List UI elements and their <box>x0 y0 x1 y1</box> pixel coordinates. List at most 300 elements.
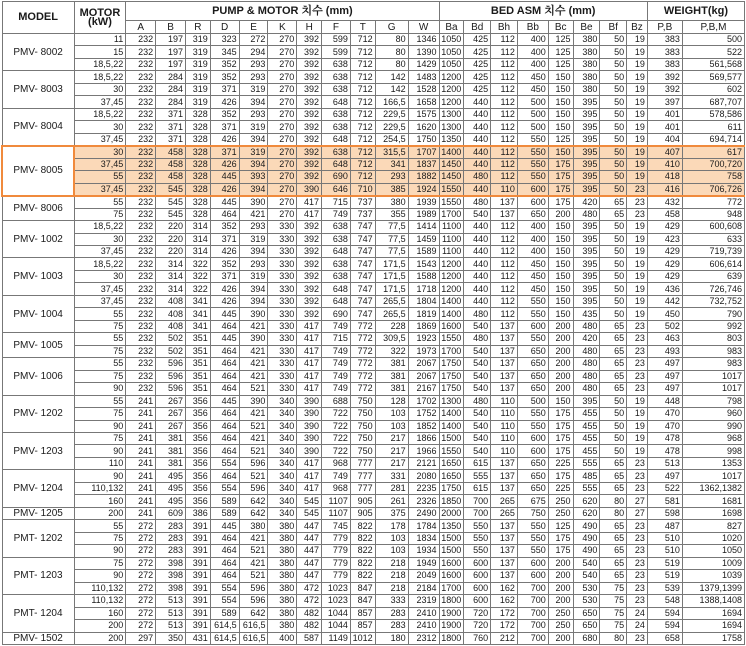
spec-cell: 798 <box>682 395 744 407</box>
spec-cell: 596 <box>156 370 186 382</box>
spec-cell: 421 <box>239 532 268 544</box>
spec-cell: 371 <box>156 121 186 133</box>
spec-cell: 747 <box>350 270 375 282</box>
motor-kw-cell: 30 <box>74 83 126 95</box>
spec-cell: 513 <box>156 607 186 619</box>
spec-cell: 596 <box>239 457 268 469</box>
spec-cell: 600 <box>517 196 548 208</box>
spec-cell: 232 <box>126 83 156 95</box>
spec-cell: 421 <box>239 408 268 420</box>
table-row <box>2 46 745 58</box>
spec-cell: 23 <box>627 383 648 395</box>
spec-cell: 356 <box>186 470 211 482</box>
spec-cell: 777 <box>350 457 375 469</box>
spec-cell: 502 <box>647 320 682 332</box>
spec-cell: 112 <box>491 108 518 120</box>
pump-col-header-e: E <box>239 21 268 34</box>
spec-cell: 464 <box>210 370 239 382</box>
spec-cell: 495 <box>156 470 186 482</box>
spec-cell: 380 <box>239 520 268 532</box>
spec-cell: 400 <box>517 221 548 233</box>
spec-cell: 960 <box>682 408 744 420</box>
spec-cell: 200 <box>548 632 573 645</box>
spec-cell: 19 <box>627 121 648 133</box>
spec-cell: 827 <box>682 520 744 532</box>
spec-cell: 521 <box>239 545 268 557</box>
spec-cell: 267 <box>156 420 186 432</box>
spec-cell: 23 <box>627 545 648 557</box>
motor-kw-cell: 55 <box>74 395 126 407</box>
spec-cell: 480 <box>573 370 600 382</box>
spec-cell: 983 <box>682 358 744 370</box>
spec-cell: 650 <box>517 358 548 370</box>
spec-cell: 822 <box>350 532 375 544</box>
spec-cell: 351 <box>186 383 211 395</box>
spec-cell: 272 <box>126 607 156 619</box>
spec-cell: 391 <box>186 595 211 607</box>
spec-cell: 112 <box>491 308 518 320</box>
spec-cell: 750 <box>350 395 375 407</box>
spec-cell: 272 <box>126 557 156 569</box>
pump-col-header-h: H <box>297 21 322 34</box>
model-cell: PMV- 1502 <box>2 632 74 645</box>
spec-cell: 421 <box>239 433 268 445</box>
spec-cell: 80 <box>375 46 408 58</box>
spec-cell: 706,726 <box>682 183 744 195</box>
spec-cell: 371 <box>156 133 186 145</box>
spec-cell: 270 <box>268 83 297 95</box>
table-row <box>2 158 745 170</box>
spec-cell: 162 <box>491 582 518 594</box>
spec-cell: 416 <box>647 183 682 195</box>
spec-cell: 777 <box>350 482 375 494</box>
spec-cell: 440 <box>464 295 491 307</box>
spec-cell: 480 <box>573 345 600 357</box>
model-cell: PMV- 1203 <box>2 433 74 470</box>
spec-cell: 125 <box>548 520 573 532</box>
spec-cell: 596 <box>239 482 268 494</box>
spec-cell: 521 <box>239 383 268 395</box>
spec-cell: 200 <box>548 358 573 370</box>
spec-cell: 137 <box>491 320 518 332</box>
spec-cell: 1650 <box>439 470 464 482</box>
spec-cell: 137 <box>491 196 518 208</box>
spec-cell: 450 <box>517 258 548 270</box>
spec-cell: 200 <box>548 320 573 332</box>
table-row <box>2 58 745 70</box>
spec-cell: 283 <box>375 620 408 632</box>
spec-cell: 65 <box>600 333 627 345</box>
spec-cell: 232 <box>126 196 156 208</box>
spec-cell: 646 <box>322 183 351 195</box>
spec-cell: 1750 <box>408 133 439 145</box>
spec-cell: 539 <box>647 582 682 594</box>
spec-cell: 545 <box>156 208 186 220</box>
spec-cell: 137 <box>491 383 518 395</box>
spec-cell: 464 <box>210 208 239 220</box>
spec-cell: 440 <box>464 258 491 270</box>
spec-cell: 270 <box>268 96 297 108</box>
spec-cell: 27 <box>627 507 648 519</box>
spec-cell: 19 <box>627 433 648 445</box>
spec-cell: 330 <box>268 295 297 307</box>
spec-cell: 1500 <box>439 433 464 445</box>
spec-cell: 241 <box>126 482 156 494</box>
spec-cell: 1450 <box>439 171 464 183</box>
spec-cell: 2080 <box>408 470 439 482</box>
spec-cell: 1852 <box>408 420 439 432</box>
spec-cell: 394 <box>239 133 268 145</box>
spec-cell: 550 <box>517 133 548 145</box>
spec-cell: 328 <box>186 133 211 145</box>
spec-cell: 171,5 <box>375 258 408 270</box>
spec-cell: 737 <box>350 208 375 220</box>
spec-cell: 440 <box>464 221 491 233</box>
spec-cell: 197 <box>156 58 186 70</box>
spec-cell: 1017 <box>682 470 744 482</box>
spec-cell: 319 <box>186 58 211 70</box>
spec-cell: 905 <box>350 495 375 507</box>
spec-cell: 464 <box>210 358 239 370</box>
spec-cell: 550 <box>517 333 548 345</box>
spec-cell: 50 <box>600 308 627 320</box>
spec-cell: 615 <box>464 482 491 494</box>
spec-cell: 554 <box>210 482 239 494</box>
spec-cell: 65 <box>600 570 627 582</box>
bed-col-header-be: Be <box>573 21 600 34</box>
spec-cell: 272 <box>126 520 156 532</box>
spec-cell: 650 <box>573 607 600 619</box>
spec-cell: 330 <box>268 258 297 270</box>
spec-cell: 540 <box>464 370 491 382</box>
spec-cell: 1837 <box>408 158 439 170</box>
spec-cell: 23 <box>627 570 648 582</box>
spec-cell: 391 <box>186 620 211 632</box>
spec-cell: 1923 <box>408 333 439 345</box>
spec-cell: 200 <box>548 383 573 395</box>
spec-cell: 392 <box>297 245 322 257</box>
spec-cell: 380 <box>573 83 600 95</box>
spec-cell: 464 <box>210 383 239 395</box>
spec-cell: 490 <box>573 532 600 544</box>
table-row <box>2 520 745 532</box>
spec-cell: 392 <box>297 83 322 95</box>
spec-cell: 112 <box>491 146 518 158</box>
spec-cell: 380 <box>268 595 297 607</box>
spec-cell: 540 <box>464 420 491 432</box>
spec-cell: 217 <box>375 433 408 445</box>
spec-cell: 392 <box>297 171 322 183</box>
spec-cell: 648 <box>322 158 351 170</box>
motor-kw-cell: 37,45 <box>74 133 126 145</box>
spec-cell: 232 <box>126 171 156 183</box>
spec-cell: 112 <box>491 295 518 307</box>
spec-cell: 137 <box>491 532 518 544</box>
spec-cell: 19 <box>627 221 648 233</box>
spec-cell: 398 <box>156 570 186 582</box>
spec-cell: 23 <box>627 632 648 645</box>
spec-cell: 50 <box>600 283 627 295</box>
spec-cell: 77,5 <box>375 221 408 233</box>
spec-cell: 330 <box>268 333 297 345</box>
table-row <box>2 196 745 208</box>
spec-cell: 265 <box>491 507 518 519</box>
spec-cell: 450 <box>517 71 548 83</box>
spec-cell: 550 <box>517 532 548 544</box>
spec-cell: 398 <box>156 557 186 569</box>
spec-cell: 435 <box>573 308 600 320</box>
spec-cell: 857 <box>350 620 375 632</box>
spec-cell: 381 <box>375 358 408 370</box>
spec-cell: 371 <box>210 83 239 95</box>
spec-cell: 293 <box>375 171 408 183</box>
model-cell: PMV- 1204 <box>2 470 74 507</box>
table-row <box>2 570 745 582</box>
spec-cell: 700 <box>517 595 548 607</box>
table-row <box>2 420 745 432</box>
spec-cell: 232 <box>126 283 156 295</box>
spec-cell: 350 <box>156 632 186 645</box>
spec-cell: 293 <box>239 58 268 70</box>
spec-cell: 2326 <box>408 495 439 507</box>
spec-cell: 1362,1382 <box>682 482 744 494</box>
spec-cell: 23 <box>627 196 648 208</box>
model-cell: PMV- 8002 <box>2 34 74 71</box>
spec-cell: 500 <box>682 34 744 46</box>
spec-cell: 2000 <box>439 507 464 519</box>
spec-cell: 1200 <box>439 283 464 295</box>
motor-kw-cell: 37,45 <box>74 96 126 108</box>
spec-cell: 283 <box>156 545 186 557</box>
spec-cell: 772 <box>350 345 375 357</box>
spec-cell: 125 <box>548 58 573 70</box>
motor-kw-cell: 18,5,22 <box>74 221 126 233</box>
spec-cell: 314 <box>156 270 186 282</box>
table-row <box>2 320 745 332</box>
spec-cell: 1966 <box>408 445 439 457</box>
spec-cell: 712 <box>350 71 375 83</box>
spec-cell: 803 <box>682 333 744 345</box>
spec-cell: 400 <box>517 233 548 245</box>
motor-kw-cell: 37,45 <box>74 283 126 295</box>
spec-cell: 270 <box>268 34 297 46</box>
spec-cell: 65 <box>600 383 627 395</box>
spec-cell: 331 <box>375 470 408 482</box>
spec-cell: 614,5 <box>210 620 239 632</box>
spec-cell: 1800 <box>439 595 464 607</box>
spec-cell: 330 <box>268 358 297 370</box>
spec-cell: 545 <box>156 183 186 195</box>
spec-cell: 80 <box>375 58 408 70</box>
spec-cell: 1300 <box>439 395 464 407</box>
spec-cell: 281 <box>375 482 408 494</box>
spec-cell: 228 <box>375 320 408 332</box>
spec-cell: 642 <box>239 495 268 507</box>
spec-cell: 50 <box>600 83 627 95</box>
spec-cell: 341 <box>186 320 211 332</box>
spec-cell: 175 <box>548 171 573 183</box>
spec-cell: 749 <box>322 208 351 220</box>
weight-group-header: WEIGHT(kg) <box>647 2 744 21</box>
spec-cell: 1100 <box>439 221 464 233</box>
bed-col-header-ba: Ba <box>439 21 464 34</box>
spec-cell: 688 <box>322 395 351 407</box>
spec-cell: 1300 <box>439 108 464 120</box>
table-row <box>2 171 745 183</box>
spec-cell: 448 <box>647 395 682 407</box>
spec-cell: 426 <box>210 295 239 307</box>
spec-cell: 638 <box>322 270 351 282</box>
spec-cell: 1044 <box>322 607 351 619</box>
spec-cell: 137 <box>491 208 518 220</box>
spec-cell: 19 <box>627 34 648 46</box>
spec-cell: 232 <box>126 370 156 382</box>
bed-col-header-bd: Bd <box>464 21 491 34</box>
spec-cell: 447 <box>297 570 322 582</box>
model-cell: PMV- 8005 <box>2 146 74 196</box>
spec-cell: 550 <box>464 520 491 532</box>
spec-cell: 23 <box>627 557 648 569</box>
spec-cell: 658 <box>647 632 682 645</box>
spec-cell: 599 <box>322 46 351 58</box>
spec-cell: 790 <box>682 308 744 320</box>
spec-cell: 340 <box>268 507 297 519</box>
spec-cell: 272 <box>126 545 156 557</box>
spec-cell: 272 <box>126 595 156 607</box>
spec-cell: 480 <box>464 171 491 183</box>
model-cell: PMT- 1204 <box>2 595 74 632</box>
spec-cell: 65 <box>600 457 627 469</box>
spec-cell: 1588 <box>408 270 439 282</box>
spec-cell: 150 <box>548 395 573 407</box>
spec-cell: 314 <box>186 221 211 233</box>
spec-cell: 380 <box>268 607 297 619</box>
spec-cell: 319 <box>239 233 268 245</box>
spec-cell: 150 <box>548 221 573 233</box>
pump-col-header-b: B <box>156 21 186 34</box>
spec-cell: 390 <box>239 308 268 320</box>
spec-cell: 502 <box>156 345 186 357</box>
spec-cell: 545 <box>297 495 322 507</box>
spec-cell: 175 <box>548 445 573 457</box>
spec-cell: 638 <box>322 83 351 95</box>
spec-cell: 550 <box>517 158 548 170</box>
spec-cell: 110 <box>491 445 518 457</box>
spec-cell: 232 <box>126 58 156 70</box>
spec-cell: 1400 <box>439 146 464 158</box>
spec-cell: 750 <box>350 408 375 420</box>
spec-cell: 341 <box>186 295 211 307</box>
spec-cell: 450 <box>517 270 548 282</box>
spec-cell: 110 <box>491 183 518 195</box>
spec-cell: 386 <box>186 507 211 519</box>
spec-cell: 1543 <box>408 258 439 270</box>
spec-cell: 712 <box>350 133 375 145</box>
spec-cell: 694,714 <box>682 133 744 145</box>
spec-cell: 392 <box>297 283 322 295</box>
spec-cell: 50 <box>600 420 627 432</box>
spec-cell: 175 <box>548 470 573 482</box>
spec-cell: 314 <box>186 245 211 257</box>
spec-cell: 65 <box>600 482 627 494</box>
spec-cell: 464 <box>210 532 239 544</box>
spec-cell: 650 <box>517 457 548 469</box>
spec-cell: 356 <box>186 482 211 494</box>
spec-cell: 392 <box>297 221 322 233</box>
spec-cell: 314 <box>186 233 211 245</box>
table-row <box>2 383 745 395</box>
spec-cell: 137 <box>491 557 518 569</box>
spec-cell: 616,5 <box>239 620 268 632</box>
spec-cell: 371 <box>210 270 239 282</box>
spec-cell: 50 <box>600 233 627 245</box>
spec-cell: 241 <box>126 445 156 457</box>
spec-cell: 112 <box>491 96 518 108</box>
spec-cell: 392 <box>297 146 322 158</box>
spec-cell: 421 <box>239 320 268 332</box>
spec-cell: 712 <box>350 83 375 95</box>
spec-cell: 1107 <box>322 495 351 507</box>
motor-kw-cell: 200 <box>74 632 126 645</box>
spec-cell: 392 <box>297 308 322 320</box>
spec-cell: 1050 <box>682 545 744 557</box>
spec-cell: 137 <box>491 358 518 370</box>
spec-cell: 1707 <box>408 146 439 158</box>
spec-cell: 330 <box>268 270 297 282</box>
spec-cell: 687,707 <box>682 96 744 108</box>
spec-cell: 112 <box>491 158 518 170</box>
spec-cell: 232 <box>126 270 156 282</box>
spec-cell: 23 <box>627 520 648 532</box>
spec-cell: 404 <box>647 133 682 145</box>
spec-cell: 600 <box>517 183 548 195</box>
spec-cell: 1200 <box>439 83 464 95</box>
spec-cell: 700,720 <box>682 158 744 170</box>
motor-kw-cell: 75 <box>74 208 126 220</box>
bed-col-header-bf: Bf <box>600 21 627 34</box>
spec-cell: 493 <box>647 345 682 357</box>
motor-kw-cell: 90 <box>74 545 126 557</box>
spec-cell: 1702 <box>408 395 439 407</box>
spec-cell: 747 <box>350 245 375 257</box>
table-row <box>2 333 745 345</box>
spec-cell: 1414 <box>408 221 439 233</box>
spec-cell: 747 <box>350 221 375 233</box>
spec-cell: 596 <box>239 595 268 607</box>
spec-cell: 283 <box>156 520 186 532</box>
model-cell: PMV- 8004 <box>2 108 74 145</box>
spec-cell: 1550 <box>439 445 464 457</box>
spec-cell: 150 <box>548 121 573 133</box>
spec-cell: 722 <box>322 433 351 445</box>
spec-cell: 600 <box>464 570 491 582</box>
spec-cell: 1483 <box>408 71 439 83</box>
spec-cell: 392 <box>297 158 322 170</box>
spec-cell: 322 <box>375 345 408 357</box>
spec-cell: 458 <box>156 146 186 158</box>
spec-cell: 426 <box>210 96 239 108</box>
spec-cell: 464 <box>210 445 239 457</box>
spec-cell: 319 <box>186 96 211 108</box>
spec-cell: 175 <box>548 158 573 170</box>
spec-cell: 395 <box>573 108 600 120</box>
spec-cell: 490 <box>573 545 600 557</box>
motor-kw-cell: 15 <box>74 46 126 58</box>
spec-cell: 968 <box>322 482 351 494</box>
spec-cell: 429 <box>647 270 682 282</box>
spec-cell: 426 <box>210 158 239 170</box>
spec-cell: 1400 <box>439 308 464 320</box>
